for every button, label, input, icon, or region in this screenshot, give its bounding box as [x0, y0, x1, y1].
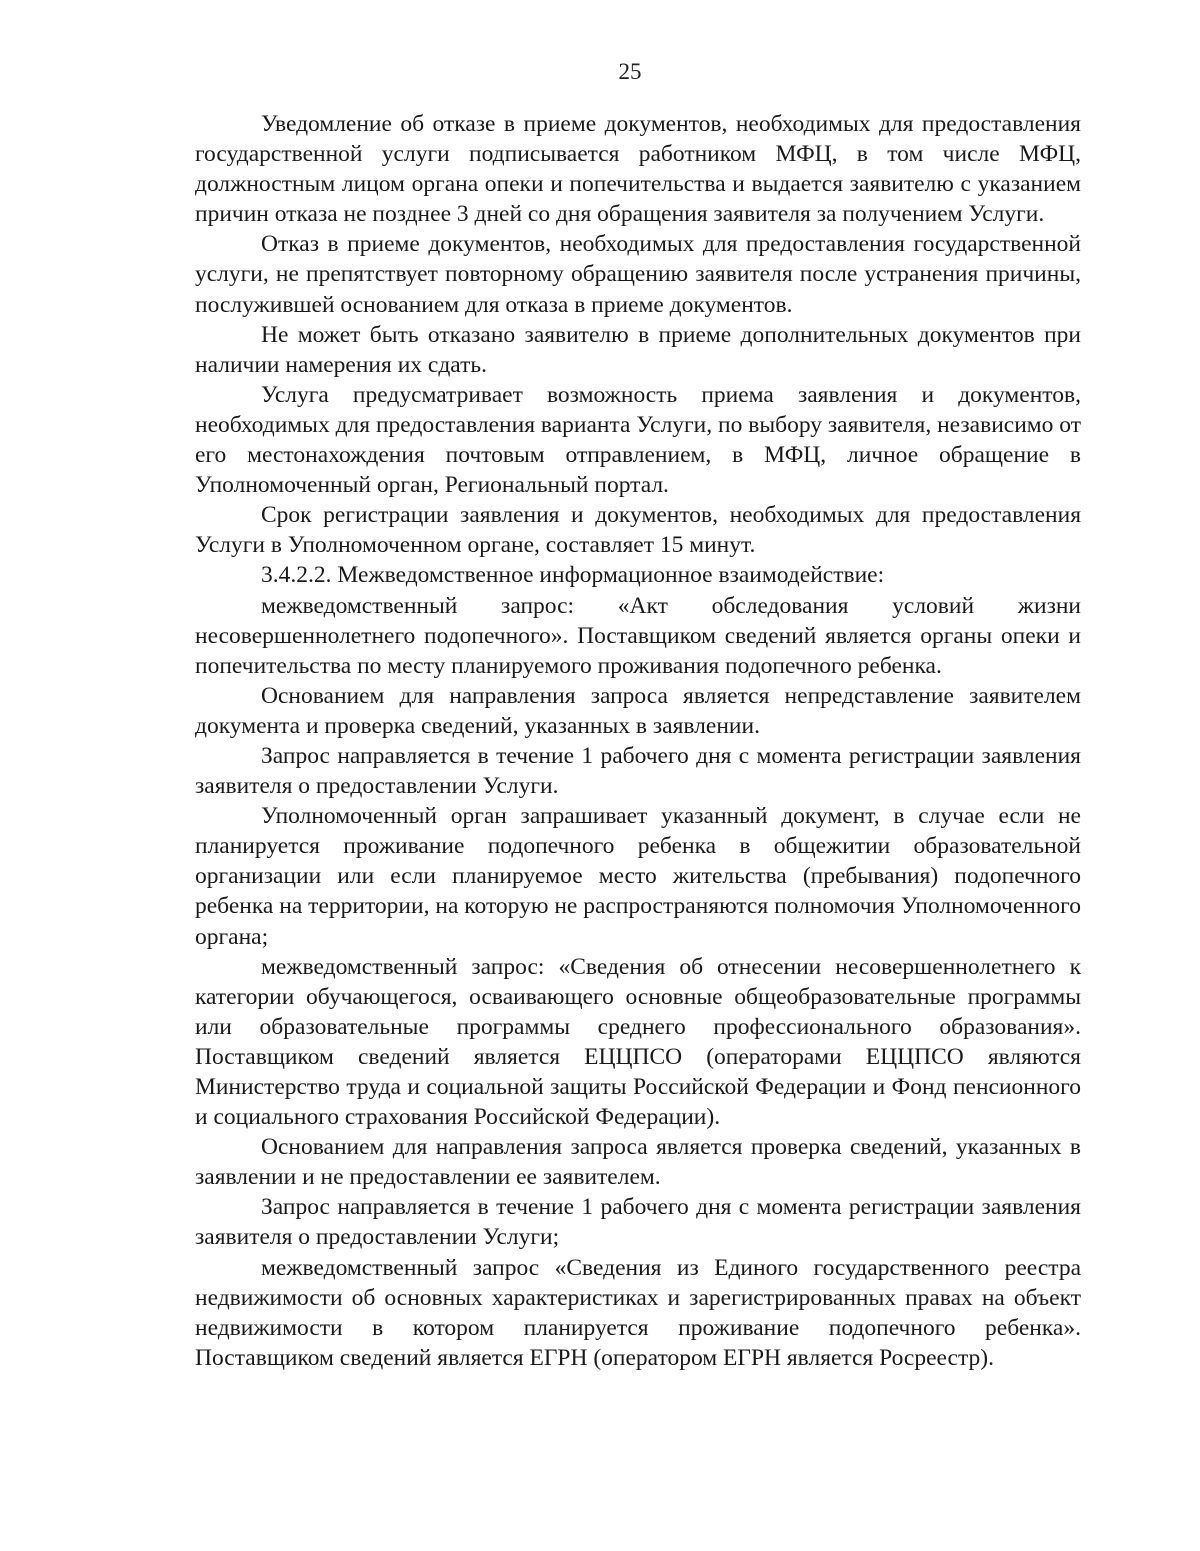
paragraph-request-student-status: межведомственный запрос: «Сведения об отнесении несовершеннолетнего к категории обучающегося, осваивающего основные общеобразовательные программы или образовательные программы среднего профессионального образования». Поставщиком сведений является ЕЦЦПСО (операторами ЕЦЦПСО являются Министерство труда и социальной защиты Российской Федерации и Фонд пенсионного и социального страхования Российской Федерации).: [195, 953, 1081, 1131]
paragraph-request-living-conditions: межведомственный запрос: «Акт обследования условий жизни несовершеннолетнего подопечного». Поставщиком сведений является органы опеки и попечительства по месту планируемого проживания подопечного ребенка.: [195, 592, 1081, 679]
paragraph-authority-requests: Уполномоченный орган запрашивает указанный документ, в случае если не планируется проживание подопечного ребенка в общежитии образовательной организации или если планируемое место жительства (пребывания) подопечного ребенка на территории, на которую не распространяются полномочия Уполномоченного органа;: [195, 803, 1081, 950]
paragraph-request-basis-1: Основанием для направления запроса является непредставление заявителем документа и проверка сведений, указанных в заявлении.: [195, 682, 1081, 739]
paragraph-refusal-notice: Уведомление об отказе в приеме документов, необходимых для предоставления государственной услуги подписывается работником МФЦ, в том числе МФЦ, должностным лицом органа опеки и попечительства и выдается заявителю с указанием причин отказа не позднее 3 дней со дня обращения заявителя за получением Услуги.: [195, 111, 1081, 228]
paragraph-submission-methods: Услуга предусматривает возможность приема заявления и документов, необходимых для предоставления варианта Услуги, по выбору заявителя, независимо от его местонахождения почтовым отправлением, в МФЦ, личное обращение в Уполномоченный орган, Региональный портал.: [195, 381, 1081, 499]
paragraph-registration-time: Срок регистрации заявления и документов, необходимых для предоставления Услуги в Уполномоченном органе, составляет 15 минут.: [195, 502, 1081, 559]
document-body: [195, 109, 1081, 1373]
paragraph-request-timing-1: Запрос направляется в течение 1 рабочего дня с момента регистрации заявления заявителя о предоставлении Услуги.: [195, 742, 1081, 800]
paragraph-refusal-no-obstacle: Отказ в приеме документов, необходимых для предоставления государственной услуги, не препятствует повторному обращению заявителя после устранения причины, послужившей основанием для отказа в приеме документов.: [195, 231, 1081, 318]
paragraph-additional-documents: Не может быть отказано заявителю в приеме дополнительных документов при наличии намерения их сдать.: [195, 321, 1081, 378]
page-number: 25: [618, 59, 642, 84]
section-heading-interagency: 3.4.2.2. Межведомственное информационное взаимодействие:: [261, 562, 885, 589]
paragraph-request-timing-2: Запрос направляется в течение 1 рабочего дня с момента регистрации заявления заявителя о предоставлении Услуги;: [195, 1194, 1081, 1251]
paragraph-request-real-estate: межведомственный запрос «Сведения из Единого государственного реестра недвижимости об основных характеристиках и зарегистрированных правах на объект недвижимости в котором планируется проживание подопечного ребенка». Поставщиком сведений является ЕГРН (оператором ЕГРН является Росреестр).: [195, 1254, 1081, 1371]
paragraph-request-basis-2: Основанием для направления запроса является проверка сведений, указанных в заявлении и не предоставлении ее заявителем.: [195, 1134, 1081, 1191]
